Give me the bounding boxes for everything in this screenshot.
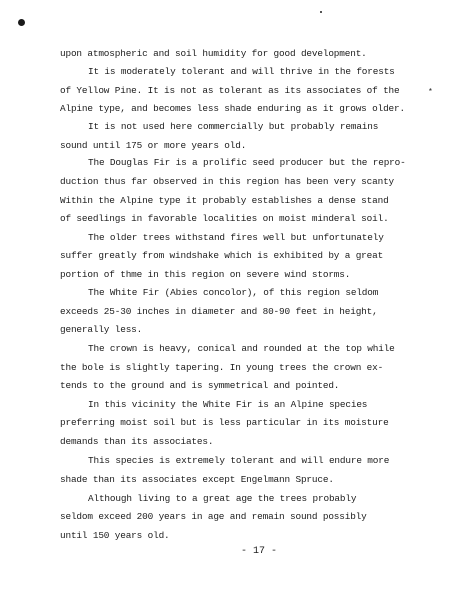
paragraph-line: suffer greatly from windshake which is exhibited by a great (60, 250, 384, 261)
paragraph-line: demands than its associates. (60, 436, 214, 447)
paragraph-line: tends to the ground and is symmetrical and pointed. (60, 380, 340, 391)
paragraph-line: of Yellow Pine. It is not as tolerant as its associates of the (60, 85, 400, 96)
ink-speck (320, 11, 322, 13)
paragraph-first-line: The White Fir (Abies concolor), of this region seldom (88, 287, 379, 298)
punch-hole-mark (18, 19, 25, 26)
paragraph-line: exceeds 25-30 inches in diameter and 80-90 feet in height, (60, 306, 378, 317)
paragraph-line: seldom exceed 200 years in age and remain sound possibly (60, 511, 367, 522)
paragraph-line: of seedlings in favorable localities on moist minderal soil. (60, 213, 389, 224)
paragraph-first-line: The crown is heavy, conical and rounded at the top while (88, 343, 395, 354)
paragraph-line: sound until 175 or more years old. (60, 140, 247, 151)
paragraph-first-line: The Douglas Fir is a prolific seed producer but the repro- (88, 157, 406, 168)
paragraph-line: duction thus far observed in this region has been very scanty (60, 176, 395, 187)
margin-mark: * (428, 88, 433, 97)
page-number: - 17 - (241, 546, 278, 557)
paragraph-first-line: The older trees withstand fires well but unfortunately (88, 232, 384, 243)
paragraph-line: until 150 years old. (60, 530, 170, 541)
paragraph-line: Within the Alpine type it probably establishes a dense stand (60, 195, 389, 206)
paragraph-line: the bole is slightly tapering. In young trees the crown ex- (60, 362, 384, 373)
paragraph-line: portion of thme in this region on severe wind storms. (60, 269, 351, 280)
paragraph-line: Alpine type, and becomes less shade enduring as it grows older. (60, 103, 405, 114)
paragraph-line: generally less. (60, 324, 143, 335)
paragraph-first-line: It is not used here commercially but probably remains (88, 121, 379, 132)
paragraph-first-line: This species is extremely tolerant and will endure more (88, 455, 390, 466)
paragraph-line: shade than its associates except Engelmann Spruce. (60, 474, 334, 485)
paragraph-first-line: Although living to a great age the trees probably (88, 493, 357, 504)
paragraph-line: preferring moist soil but is less particular in its moisture (60, 417, 389, 428)
paragraph-first-line: It is moderately tolerant and will thrive in the forests (88, 66, 395, 77)
paragraph-first-line: In this vicinity the White Fir is an Alpine species (88, 399, 368, 410)
paragraph-first-line: upon atmospheric and soil humidity for good development. (60, 48, 367, 59)
